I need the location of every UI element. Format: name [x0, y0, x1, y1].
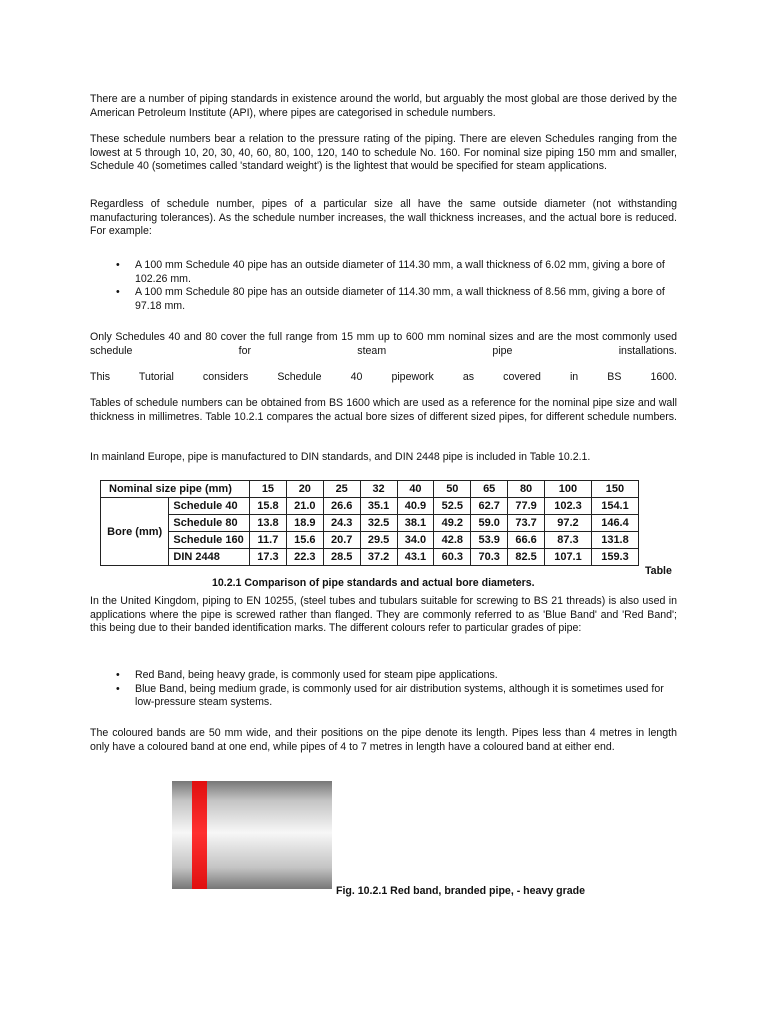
size-header: 25 — [323, 481, 360, 498]
table-cell: 82.5 — [508, 549, 545, 566]
table-row — [101, 498, 639, 515]
bullet-list-bands — [90, 669, 677, 710]
bore-comparison-table — [100, 480, 639, 566]
table-cell: 38.1 — [397, 515, 434, 532]
table-cell: 17.3 — [250, 549, 287, 566]
bullet-icon: • — [116, 669, 120, 681]
red-band-mark — [192, 781, 207, 889]
row-label: Schedule 40 — [169, 498, 250, 515]
size-header: 65 — [471, 481, 508, 498]
table-cell: 34.0 — [397, 532, 434, 549]
table-cell: 159.3 — [591, 549, 638, 566]
table-cell: 102.3 — [545, 498, 592, 515]
paragraph-din-standards: In mainland Europe, pipe is manufactured to DIN standards, and DIN 2448 pipe is included in Table 10.2.1. — [90, 451, 591, 463]
table-cell: 35.1 — [360, 498, 397, 515]
row-label: Schedule 80 — [169, 515, 250, 532]
table-header-row — [101, 481, 639, 498]
size-header: 20 — [286, 481, 323, 498]
table-cell: 32.5 — [360, 515, 397, 532]
table-caption: 10.2.1 Comparison of pipe standards and actual bore diameters. — [212, 577, 535, 589]
bullet-text: A 100 mm Schedule 80 pipe has an outside diameter of 114.30 mm, a wall thickness of 8.56 mm, giving a bore of 97.18 mm. — [135, 286, 665, 312]
table-cell: 18.9 — [286, 515, 323, 532]
size-header: 40 — [397, 481, 434, 498]
table-cell: 70.3 — [471, 549, 508, 566]
paragraph-tables-reference: Tables of schedule numbers can be obtained from BS 1600 which are used as a reference for the nominal pipe size and wall thickness in millimetres. Table 10.2.1 compares the actual bore sizes of different sized pipes, for different schedule numbers. — [90, 397, 677, 423]
paragraph-uk-piping: In the United Kingdom, piping to EN 10255, (steel tubes and tubulars suitable for screwing to BS 21 threads) is also used in applications where the pipe is screwed rather than flanged. They are commonly referred to as 'Blue Band' and 'Red Band'; this being due to their banded identification marks. The different colours refer to particular grades of pipe: — [90, 595, 677, 635]
table-row — [101, 532, 639, 549]
table-cell: 43.1 — [397, 549, 434, 566]
table-cell: 87.3 — [545, 532, 592, 549]
pipe-figure — [172, 781, 332, 889]
table-cell: 15.6 — [286, 532, 323, 549]
bullet-text: Blue Band, being medium grade, is commonly used for air distribution systems, although it is sometimes used for low-pressure steam systems. — [135, 682, 664, 709]
table-cell: 28.5 — [323, 549, 360, 566]
table-cell: 107.1 — [545, 549, 592, 566]
table-cell: 15.8 — [250, 498, 287, 515]
size-header: 32 — [360, 481, 397, 498]
table-row — [101, 515, 639, 532]
row-label: Schedule 160 — [169, 532, 250, 549]
size-header: 150 — [591, 481, 638, 498]
table-cell: 62.7 — [471, 498, 508, 515]
paragraph-outside-diameter: Regardless of schedule number, pipes of a particular size all have the same outside diameter (not withstanding manufacturing tolerances). As the schedule number increases, the wall thickness increases, and the actual bore is reduced. For example: — [90, 198, 677, 238]
bullet-text: A 100 mm Schedule 40 pipe has an outside diameter of 114.30 mm, a wall thickness of 6.02 mm, giving a bore of 102.26 mm. — [135, 259, 665, 285]
table-cell: 53.9 — [471, 532, 508, 549]
bore-label: Bore (mm) — [101, 498, 169, 566]
table-cell: 97.2 — [545, 515, 592, 532]
table-row — [101, 549, 639, 566]
paragraph-api-standards: There are a number of piping standards in existence around the world, but arguably the most global are those derived by the American Petroleum Institute (API), where pipes are categorised in schedule numbers. — [90, 93, 677, 119]
paragraph-tutorial-bs1600: This Tutorial considers Schedule 40 pipework as covered in BS 1600. — [90, 371, 677, 383]
figure-caption: Fig. 10.2.1 Red band, branded pipe, - heavy grade — [336, 885, 586, 897]
table-cell: 77.9 — [508, 498, 545, 515]
list-item — [90, 669, 677, 683]
bullet-icon: • — [116, 259, 120, 271]
table-cell: 49.2 — [434, 515, 471, 532]
list-item — [90, 683, 677, 710]
table-cell: 22.3 — [286, 549, 323, 566]
table-cell: 11.7 — [250, 532, 287, 549]
paragraph-coloured-bands: The coloured bands are 50 mm wide, and their positions on the pipe denote its length. Pipes less than 4 metres in length only have a coloured band at one end, while pipes of 4 to 7 metres in length have a coloured band at either end. — [90, 727, 677, 753]
bullet-list-examples — [90, 259, 677, 313]
table-cell: 26.6 — [323, 498, 360, 515]
table-cell: 40.9 — [397, 498, 434, 515]
nominal-size-header: Nominal size pipe (mm) — [101, 481, 250, 498]
table-cell: 21.0 — [286, 498, 323, 515]
table-cell: 20.7 — [323, 532, 360, 549]
bullet-text: Red Band, being heavy grade, is commonly used for steam pipe applications. — [135, 669, 498, 681]
size-header: 100 — [545, 481, 592, 498]
bullet-icon: • — [116, 286, 120, 299]
paragraph-schedule-numbers: These schedule numbers bear a relation to the pressure rating of the piping. There are eleven Schedules ranging from the lowest at 5 through 10, 20, 30, 40, 60, 80, 100, 120, 140 to schedule No. 160. For nominal size piping 150 mm and smaller, Schedule 40 (sometimes called 'standard weight') is the lightest that would be specified for steam applications. — [90, 133, 677, 173]
size-header: 80 — [508, 481, 545, 498]
table-cell: 59.0 — [471, 515, 508, 532]
table-cell: 131.8 — [591, 532, 638, 549]
table-cell: 37.2 — [360, 549, 397, 566]
list-item — [90, 286, 677, 313]
size-header: 15 — [250, 481, 287, 498]
size-header: 50 — [434, 481, 471, 498]
bullet-icon: • — [116, 682, 120, 695]
table-cell: 66.6 — [508, 532, 545, 549]
table-cell: 146.4 — [591, 515, 638, 532]
table-cell: 29.5 — [360, 532, 397, 549]
list-item — [90, 259, 677, 286]
table-cell: 42.8 — [434, 532, 471, 549]
paragraph-schedules-40-80: Only Schedules 40 and 80 cover the full range from 15 mm up to 600 mm nominal sizes and are the most commonly used schedule for steam pipe installations. — [90, 331, 677, 357]
table-cell: 24.3 — [323, 515, 360, 532]
table-label: Table — [645, 565, 672, 577]
table-cell: 13.8 — [250, 515, 287, 532]
table-cell: 73.7 — [508, 515, 545, 532]
table-cell: 154.1 — [591, 498, 638, 515]
row-label: DIN 2448 — [169, 549, 250, 566]
table-cell: 60.3 — [434, 549, 471, 566]
table-cell: 52.5 — [434, 498, 471, 515]
